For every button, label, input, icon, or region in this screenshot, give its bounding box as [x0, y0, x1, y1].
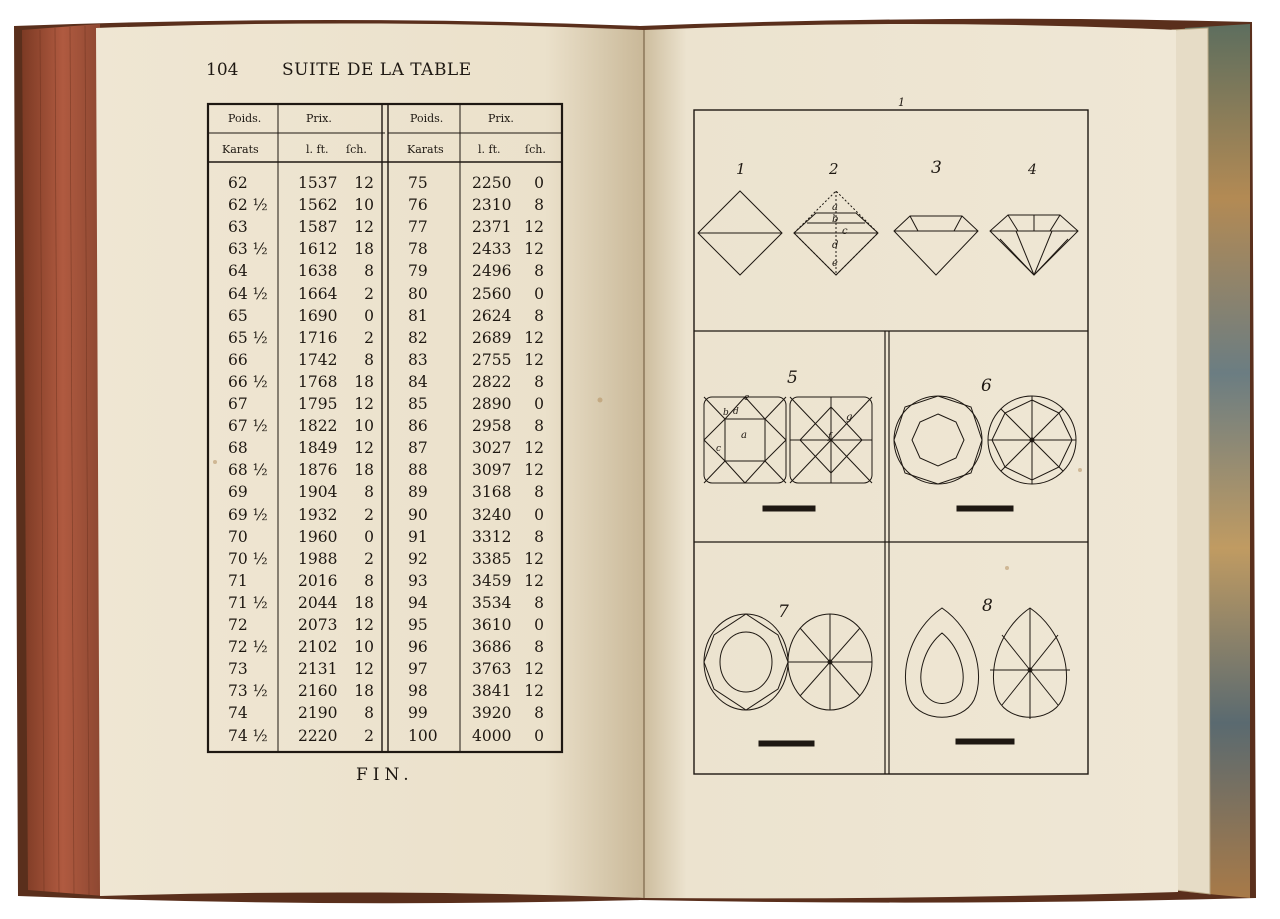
fig5-letter-d: d [733, 407, 739, 417]
weight-cell: 94 [408, 593, 428, 612]
table-row [390, 238, 730, 260]
table-row [390, 526, 730, 548]
price-livres-cell: 1742 [298, 350, 338, 369]
price-schellings-cell: 12 [524, 350, 544, 369]
heading-unit-1: Karats [222, 143, 259, 156]
weight-cell: 82 [408, 328, 428, 347]
table-row [390, 636, 730, 658]
price-schellings-cell: 12 [524, 461, 544, 480]
price-schellings-cell: 0 [534, 505, 544, 524]
price-schellings-cell: 2 [364, 328, 374, 347]
price-schellings-cell: 0 [534, 174, 544, 192]
left-fore-edge [22, 24, 104, 896]
price-schellings-cell: 0 [534, 726, 544, 745]
figure-8-scale-bar [956, 739, 1014, 744]
price-livres-cell: 2755 [472, 350, 512, 369]
price-livres-cell: 1638 [298, 262, 338, 281]
figure-4-profile [990, 215, 1078, 275]
price-livres-cell: 2371 [472, 218, 512, 237]
weight-cell: 70 [228, 527, 248, 546]
weight-cell: 67 ½ [228, 417, 268, 436]
weight-cell: 64 ½ [228, 284, 268, 303]
price-schellings-cell: 12 [354, 439, 374, 458]
figure-7-oval-bottom [788, 614, 872, 710]
weight-cell: 79 [408, 262, 428, 281]
plate-number: 1 [898, 96, 905, 109]
price-livres-cell: 1612 [298, 240, 338, 259]
price-livres-cell: 1932 [298, 505, 338, 524]
price-schellings-cell: 8 [534, 593, 544, 612]
fig5-letter-e: e [744, 393, 750, 403]
weight-cell: 71 [228, 571, 248, 590]
weight-cell: 96 [408, 638, 428, 657]
fig2-letter-a: a [832, 202, 838, 213]
table-row [390, 481, 730, 503]
weight-cell: 87 [408, 439, 428, 458]
price-schellings-cell: 8 [364, 262, 374, 281]
table-row [390, 592, 730, 614]
price-livres-cell: 2102 [298, 638, 338, 657]
weight-cell: 76 [408, 196, 428, 215]
weight-cell: 72 [228, 616, 248, 634]
heading-price-unit-l-1: l. ft. [306, 143, 329, 156]
fig2-letter-b: b [832, 214, 839, 225]
price-schellings-cell: 8 [534, 483, 544, 502]
weight-cell: 85 [408, 395, 428, 413]
price-schellings-cell: 10 [354, 417, 374, 436]
price-livres-cell: 1904 [298, 483, 338, 502]
weight-cell: 89 [408, 483, 428, 502]
price-schellings-cell: 18 [354, 461, 374, 480]
weight-cell: 72 ½ [228, 638, 268, 657]
table-row [390, 725, 730, 747]
weight-cell: 88 [408, 461, 428, 480]
figure-6-round-bottom [988, 396, 1076, 484]
table-row [390, 504, 730, 526]
price-livres-cell: 2310 [472, 196, 512, 215]
weight-cell: 74 ½ [228, 726, 268, 745]
weight-cell: 74 [228, 704, 248, 723]
figure-6-round-top [894, 396, 982, 484]
price-schellings-cell: 8 [364, 483, 374, 502]
price-livres-cell: 1690 [298, 306, 338, 325]
price-schellings-cell: 2 [364, 284, 374, 303]
price-schellings-cell: 2 [364, 549, 374, 568]
price-livres-cell: 2689 [472, 328, 512, 347]
weight-cell: 100 [408, 726, 438, 745]
price-livres-cell: 2958 [472, 417, 512, 436]
fig5-letter-f: f [828, 432, 832, 442]
price-livres-cell: 1960 [298, 527, 338, 546]
figure-1-octahedron [698, 191, 782, 275]
heading-weight-2: Poids. [410, 112, 444, 125]
table-row [390, 702, 730, 724]
weight-cell: 93 [408, 571, 428, 590]
price-schellings-cell: 12 [354, 395, 374, 413]
price-livres-cell: 3385 [472, 549, 512, 568]
price-livres-cell: 3027 [472, 439, 512, 458]
price-livres-cell: 2433 [472, 240, 512, 259]
price-schellings-cell: 10 [354, 638, 374, 657]
price-livres-cell: 1768 [298, 372, 338, 391]
price-schellings-cell: 8 [364, 571, 374, 590]
figure-7-scale-bar [759, 741, 814, 746]
price-livres-cell: 1876 [298, 461, 338, 480]
price-schellings-cell: 12 [524, 660, 544, 679]
weight-cell: 91 [408, 527, 428, 546]
figure-label-3: 3 [931, 158, 942, 178]
weight-cell: 78 [408, 240, 428, 259]
figure-7-oval-top [704, 614, 788, 710]
price-schellings-cell: 8 [534, 704, 544, 723]
price-schellings-cell: 12 [524, 218, 544, 237]
price-livres-cell: 2220 [298, 726, 338, 745]
figure-label-5: 5 [787, 368, 798, 388]
fig5-letter-b: b [723, 408, 729, 418]
weight-cell: 71 ½ [228, 593, 268, 612]
price-schellings-cell: 8 [534, 372, 544, 391]
table-row [390, 349, 730, 371]
price-schellings-cell: 18 [354, 593, 374, 612]
price-schellings-cell: 12 [524, 240, 544, 259]
price-livres-cell: 3763 [472, 660, 512, 679]
table-row [390, 393, 730, 415]
weight-cell: 95 [408, 616, 428, 634]
price-schellings-cell: 12 [524, 328, 544, 347]
price-livres-cell: 2822 [472, 372, 512, 391]
price-schellings-cell: 8 [534, 527, 544, 546]
weight-cell: 70 ½ [228, 549, 268, 568]
weight-cell: 64 [228, 262, 248, 281]
price-livres-cell: 2560 [472, 284, 512, 303]
weight-cell: 63 ½ [228, 240, 268, 259]
price-schellings-cell: 8 [364, 704, 374, 723]
price-livres-cell: 1822 [298, 417, 338, 436]
price-livres-cell: 2190 [298, 704, 338, 723]
price-livres-cell: 2044 [298, 593, 338, 612]
weight-cell: 67 [228, 395, 248, 413]
plate-frame [694, 110, 1088, 774]
weight-cell: 65 [228, 306, 248, 325]
weight-cell: 98 [408, 682, 428, 701]
figure-label-6: 6 [981, 376, 992, 396]
price-livres-cell: 3610 [472, 616, 512, 634]
weight-cell: 66 ½ [228, 372, 268, 391]
table-row [390, 260, 730, 282]
weight-cell: 80 [408, 284, 428, 303]
price-schellings-cell: 0 [364, 306, 374, 325]
price-schellings-cell: 10 [354, 196, 374, 215]
price-livres-cell: 1795 [298, 395, 338, 413]
price-schellings-cell: 2 [364, 505, 374, 524]
heading-weight-1: Poids. [228, 112, 262, 125]
weight-cell: 99 [408, 704, 428, 723]
price-livres-cell: 2624 [472, 306, 512, 325]
price-livres-cell: 2496 [472, 262, 512, 281]
table-row [390, 327, 730, 349]
weight-cell: 92 [408, 549, 428, 568]
figure-6-scale-bar [957, 506, 1013, 511]
page-number: 104 [206, 60, 239, 80]
price-schellings-cell: 12 [354, 660, 374, 679]
price-schellings-cell: 8 [534, 638, 544, 657]
heading-unit-2: Karats [407, 143, 444, 156]
figure-label-4: 4 [1028, 162, 1037, 178]
price-livres-cell: 2073 [298, 616, 338, 634]
price-schellings-cell: 12 [354, 616, 374, 634]
table-row [390, 548, 730, 570]
price-livres-cell: 2890 [472, 395, 512, 413]
price-livres-cell: 3920 [472, 704, 512, 723]
running-header: SUITE DE LA TABLE [282, 60, 472, 80]
figure-label-1: 1 [736, 160, 746, 178]
fig5-letter-c: c [716, 444, 722, 454]
price-schellings-cell: 8 [534, 196, 544, 215]
footer-fin: FIN. [356, 765, 414, 785]
price-schellings-cell: 18 [354, 682, 374, 701]
weight-cell: 81 [408, 306, 428, 325]
figure-label-2: 2 [829, 160, 839, 178]
price-schellings-cell: 2 [364, 726, 374, 745]
price-schellings-cell: 12 [354, 218, 374, 237]
price-livres-cell: 2250 [472, 174, 512, 192]
table-row [390, 680, 730, 702]
price-schellings-cell: 12 [524, 571, 544, 590]
price-schellings-cell: 18 [354, 240, 374, 259]
weight-cell: 84 [408, 372, 428, 391]
weight-cell: 97 [408, 660, 428, 679]
price-schellings-cell: 12 [524, 549, 544, 568]
price-livres-cell: 3168 [472, 483, 512, 502]
table-row [390, 437, 730, 459]
weight-cell: 77 [408, 218, 428, 237]
weight-cell: 73 ½ [228, 682, 268, 701]
price-livres-cell: 1849 [298, 439, 338, 458]
price-livres-cell: 2131 [298, 660, 338, 679]
price-schellings-cell: 8 [534, 306, 544, 325]
price-schellings-cell: 0 [364, 527, 374, 546]
fig2-letter-d: d [832, 240, 839, 251]
weight-cell: 62 ½ [228, 196, 268, 215]
price-schellings-cell: 0 [534, 395, 544, 413]
plate-illustration [688, 105, 1094, 780]
weight-cell: 63 [228, 218, 248, 237]
weight-cell: 68 [228, 439, 248, 458]
figure-8-pear-top [905, 608, 978, 717]
weight-cell: 66 [228, 350, 248, 369]
weight-cell: 86 [408, 417, 428, 436]
weight-cell: 83 [408, 350, 428, 369]
price-schellings-cell: 8 [364, 350, 374, 369]
price-schellings-cell: 0 [534, 284, 544, 303]
table-row [390, 570, 730, 592]
price-livres-cell: 1716 [298, 328, 338, 347]
price-livres-cell: 3312 [472, 527, 512, 546]
weight-cell: 90 [408, 505, 428, 524]
price-livres-cell: 1664 [298, 284, 338, 303]
price-schellings-cell: 8 [534, 262, 544, 281]
table-row [390, 658, 730, 680]
price-livres-cell: 3686 [472, 638, 512, 657]
price-livres-cell: 1537 [298, 174, 338, 192]
table-row [390, 371, 730, 393]
figure-8-pear-bottom [990, 608, 1070, 719]
fig2-letter-c: c [842, 226, 848, 237]
table-row [390, 172, 730, 194]
table-row [390, 216, 730, 238]
weight-cell: 75 [408, 174, 428, 192]
table-row [390, 283, 730, 305]
price-livres-cell: 2016 [298, 571, 338, 590]
price-livres-cell: 2160 [298, 682, 338, 701]
price-schellings-cell: 0 [534, 616, 544, 634]
table-row [390, 305, 730, 327]
weight-cell: 68 ½ [228, 461, 268, 480]
weight-cell: 69 [228, 483, 248, 502]
heading-price-1: Prix. [306, 112, 332, 125]
table-row [390, 614, 730, 636]
heading-price-2: Prix. [488, 112, 514, 125]
price-livres-cell: 1988 [298, 549, 338, 568]
price-livres-cell: 1562 [298, 196, 338, 215]
price-livres-cell: 3534 [472, 593, 512, 612]
price-livres-cell: 4000 [472, 726, 512, 745]
figure-label-8: 8 [982, 596, 993, 616]
price-schellings-cell: 12 [524, 439, 544, 458]
price-schellings-cell: 8 [534, 417, 544, 436]
figure-3-profile [894, 216, 978, 275]
price-schellings-cell: 18 [354, 372, 374, 391]
table-row [390, 459, 730, 481]
fig5-letter-a: a [741, 430, 747, 441]
heading-price-unit-s-2: ſch. [525, 143, 546, 156]
table-row [390, 415, 730, 437]
weight-cell: 62 [228, 174, 248, 192]
price-livres-cell: 3240 [472, 505, 512, 524]
figure-label-7: 7 [778, 602, 789, 622]
price-schellings-cell: 12 [524, 682, 544, 701]
heading-price-unit-l-2: l. ft. [478, 143, 501, 156]
weight-cell: 73 [228, 660, 248, 679]
price-livres-cell: 3097 [472, 461, 512, 480]
price-livres-cell: 3459 [472, 571, 512, 590]
fig2-letter-e: e [832, 258, 838, 269]
price-schellings-cell: 12 [354, 174, 374, 192]
weight-cell: 65 ½ [228, 328, 268, 347]
price-livres-cell: 1587 [298, 218, 338, 237]
weight-cell: 69 ½ [228, 505, 268, 524]
heading-price-unit-s-1: ſch. [346, 143, 367, 156]
table-row [390, 194, 730, 216]
fig5-letter-g: g [846, 412, 853, 423]
price-livres-cell: 3841 [472, 682, 512, 701]
figure-5-scale-bar [763, 506, 815, 511]
